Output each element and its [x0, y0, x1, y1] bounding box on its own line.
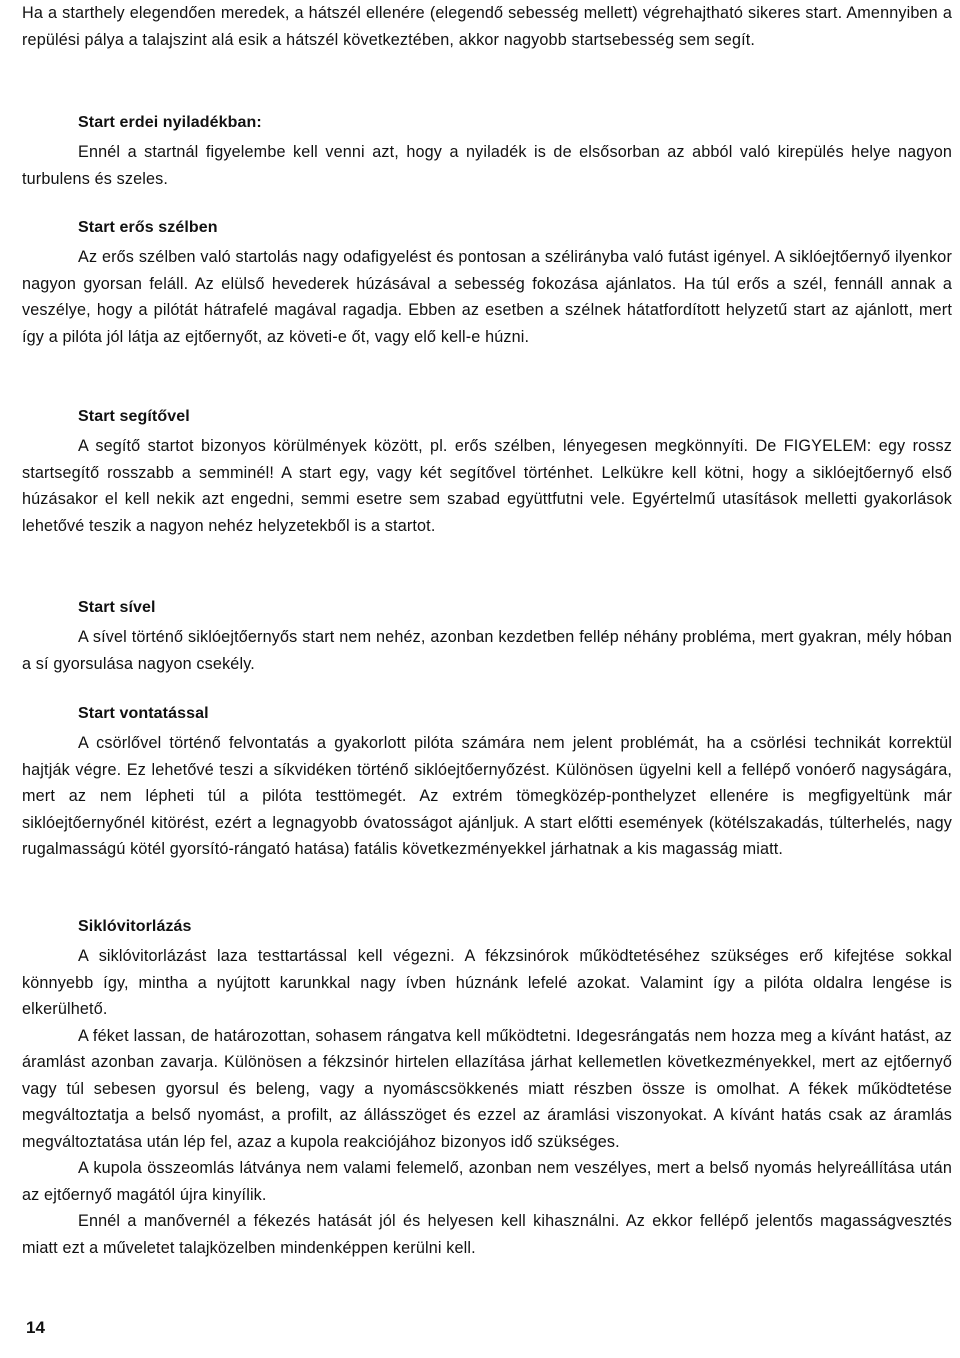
section-towing-start — [22, 703, 952, 863]
section-heading: Siklóvitorlázás — [78, 918, 192, 935]
section-helper-start — [22, 406, 952, 539]
page-number: 14 — [26, 1318, 45, 1337]
section-heading: Start sível — [78, 599, 156, 616]
section-paragraph: Ennél a startnál figyelembe kell venni azt, hogy a nyiladék is de elsősorban az abból való kirepülés helye nagyon turbulens és szeles. — [22, 143, 952, 188]
section-heading: Start segítővel — [78, 408, 190, 425]
section-paragraph: A féket lassan, de határozottan, sohasem rángatva kell működtetni. Idegesrángatás nem hozza meg a kívánt hatást, az áramlást azonban zavarja. Különösen a fékzsinór hirtelen ellazítása járhat kellemetlen következményekkel, mert az ejtőernyő vagy túl sebesen gyorsul és beleng, vagy a nyomáscsökkenés miatt részben össze is omolhat. A fékek működtetése megváltoztatja a belső nyomást, a profilt, az állásszöget és ezzel az áramlási viszonyokat. A kívánt hatás csak az áramlás megváltoztatása után lép fel, azaz a kupola reakciójához bizonyos idő szükséges. — [22, 1026, 952, 1151]
section-paragraph: A siklóvitorlázást laza testtartással kell végezni. A fékzsinórok működtetéséhez szükséges erő kifejtése sokkal könnyebb így, mintha a nyújtott karunkkal nagy ívben húznánk lefelé azokat. Valamint így a pilóta oldalra lengése is elkerülhető. — [22, 947, 952, 1018]
section-paragraph: Az erős szélben való startolás nagy odafigyelést és pontosan a szélirányba való futást igényel. A siklóejtőernyő ilyenkor nagyon gyorsan feláll. Az elülső hevederek húzásával a sebesség fokozása ajánlatos. Ha túl erős a szél, fennáll annak a veszélye, hogy a pilótát hátrafelé magával ragadja. Ebben az esetben a szélnek hátatfordított helyzetű start az ajánlott, mert így a pilóta jól látja az ejtőernyőt, az követi-e őt, vagy elő kell-e húzni. — [22, 248, 952, 346]
section-paragraph: A kupola összeomlás látványa nem valami felemelő, azonban nem veszélyes, mert a belső nyomás helyreállítása után az ejtőernyő magától újra kinyílik. — [22, 1159, 952, 1204]
section-heading: Start vontatással — [78, 705, 209, 722]
section-gliding — [22, 916, 952, 1261]
section-heading: Start erdei nyiladékban: — [78, 114, 262, 131]
section-ski-start — [22, 597, 952, 677]
section-paragraph: A csörlővel történő felvontatás a gyakorlott pilóta számára nem jelent problémát, ha a csörlési technikát korrektül hajtják végre. Ez lehetővé teszi a síkvidéken történő siklóejtőernyőzést. Különösen ügyelni kell a fellépő vonóerő nagyságára, mert az nem lépheti túl a pilóta testtömegét. Az extrém tömegközép-ponthelyzet ellenére is megfigyeltünk már siklóejtőernyőnél kitörést, ezért a legnagyobb óvatosságot ajánljuk. A start előtti események (kötélszakadás, túlterhelés, nagy rugalmasságú kötél gyorsító-rángató hatása) fatális következményekkel járhatnak a kis magasság miatt. — [22, 734, 952, 858]
intro-paragraph: Ha a starthely elegendően meredek, a hátszél ellenére (elegendő sebesség mellett) végrehajtható sikeres start. Amennyiben a repülési pálya a talajszint alá esik a hátszél következtében, akkor nagyobb startsebesség sem segít. — [22, 4, 952, 49]
section-heading: Start erős szélben — [78, 219, 218, 236]
section-paragraph: A segítő startot bizonyos körülmények között, pl. erős szélben, lényegesen megkönnyíti. De FIGYELEM: egy rossz startsegítő rosszabb a semminél! A start egy, vagy két segítővel történhet. Lelkükre kell kötni, hogy a siklóejtőernyő első húzásakor el kell nekik azt engedni, semmi esetre sem szabad együttfutni vele. Egyértelmű utasítások melletti gyakorlások lehetővé teszik a nagyon nehéz helyzetekből is a startot. — [22, 437, 952, 535]
section-forest-clearing-start — [22, 112, 952, 192]
section-paragraph: A sível történő siklóejtőernyős start nem nehéz, azonban kezdetben fellép néhány probléma, mert gyakran, mély hóban a sí gyorsulása nagyon csekély. — [22, 628, 952, 673]
section-strong-wind-start — [22, 217, 952, 350]
section-paragraph: Ennél a manővernél a fékezés hatását jól és helyesen kell kihasználni. Az ekkor fellépő jelentős magasságvesztés miatt ezt a műveletet talajközelben mindenképpen kerülni kell. — [22, 1212, 952, 1257]
